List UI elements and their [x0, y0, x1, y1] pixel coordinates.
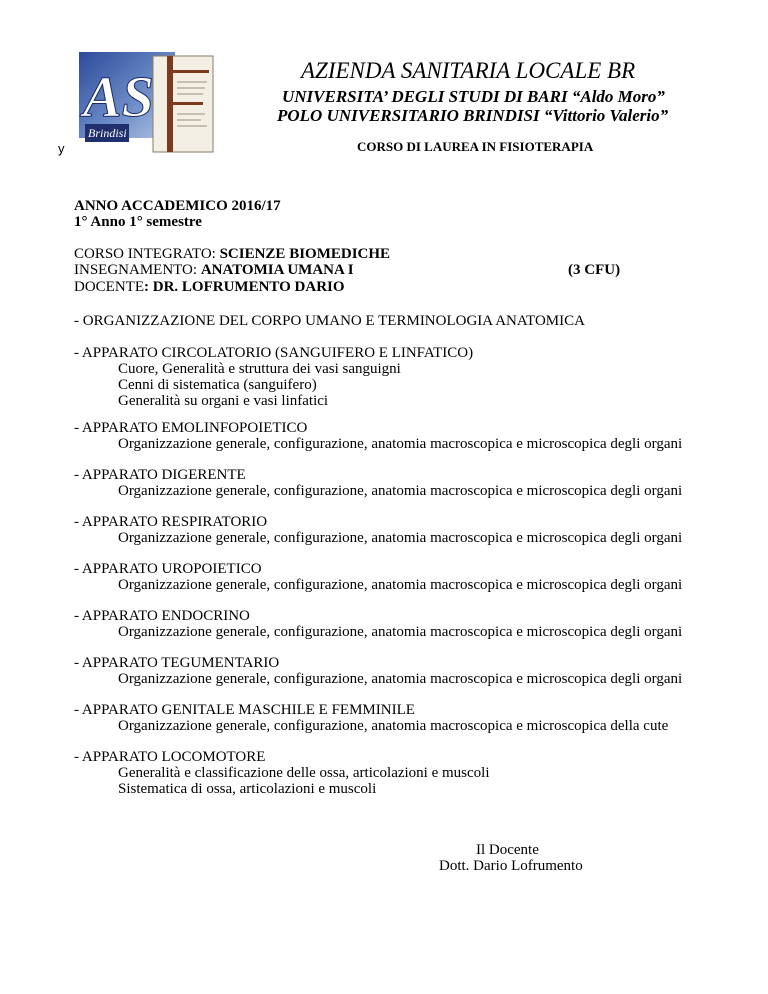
integrated-course-value: SCIENZE BIOMEDICHE [219, 246, 391, 262]
section-title: - APPARATO ENDOCRINO [74, 608, 250, 624]
logo-letters: AS [83, 64, 154, 129]
integrated-course-line [74, 246, 390, 263]
section-title: - APPARATO RESPIRATORIO [74, 514, 268, 530]
semester: 1° Anno 1° semestre [74, 214, 202, 230]
signature-name: Dott. Dario Lofrumento [439, 858, 583, 874]
section-item: Sistematica di ossa, articolazioni e muscoli [118, 781, 377, 797]
teacher-value: : DR. LOFRUMENTO DARIO [144, 279, 345, 295]
integrated-course-label: CORSO INTEGRATO: [74, 246, 220, 262]
teacher-label: DOCENTE [74, 279, 144, 295]
academic-year: ANNO ACCADEMICO 2016/17 [74, 198, 281, 214]
university-line-2: POLO UNIVERSITARIO BRINDISI “Vittorio Valerio” [277, 106, 669, 125]
section-item: Organizzazione generale, configurazione, anatomia macroscopica e microscopica degli organi [118, 577, 683, 593]
section-item: Organizzazione generale, configurazione, anatomia macroscopica e microscopica degli organi [118, 671, 683, 687]
teacher-line [74, 279, 345, 296]
section-item: Organizzazione generale, configurazione, anatomia macroscopica e microscopica della cute [118, 718, 669, 734]
section-item: Cenni di sistematica (sanguifero) [118, 377, 317, 393]
section-title: - APPARATO EMOLINFOPOIETICO [74, 420, 308, 436]
teaching-value: ANATOMIA UMANA I [200, 262, 354, 278]
section-item: Organizzazione generale, configurazione, anatomia macroscopica e microscopica degli organi [118, 624, 683, 640]
teaching-label: INSEGNAMENTO: [74, 262, 201, 278]
section-item: Generalità su organi e vasi linfatici [118, 393, 329, 409]
section-item: Generalità e classificazione delle ossa, articolazioni e muscoli [118, 765, 490, 781]
signature-role: Il Docente [476, 842, 539, 858]
section-title: - APPARATO UROPOIETICO [74, 561, 262, 577]
credits: (3 CFU) [568, 262, 621, 278]
university-line-1: UNIVERSITA’ DEGLI STUDI DI BARI “Aldo Moro” [282, 87, 665, 106]
section-title: - ORGANIZZAZIONE DEL CORPO UMANO E TERMINOLOGIA ANATOMICA [74, 313, 585, 329]
logo-word: Brindisi [88, 126, 127, 140]
section-title: - APPARATO CIRCOLATORIO (SANGUIFERO E LINFATICO) [74, 345, 474, 361]
section-item: Organizzazione generale, configurazione, anatomia macroscopica e microscopica degli organi [118, 530, 683, 546]
section-item: Cuore, Generalità e struttura dei vasi sanguigni [118, 361, 401, 377]
asl-logo [79, 52, 221, 157]
stray-character: y [58, 141, 65, 156]
section-title: - APPARATO TEGUMENTARIO [74, 655, 280, 671]
teaching-line [74, 262, 354, 279]
section-title: - APPARATO DIGERENTE [74, 467, 246, 483]
section-title: - APPARATO LOCOMOTORE [74, 749, 266, 765]
section-item: Organizzazione generale, configurazione, anatomia macroscopica e microscopica degli organi [118, 483, 683, 499]
section-item: Organizzazione generale, configurazione, anatomia macroscopica e microscopica degli organi [118, 436, 683, 452]
org-title: AZIENDA SANITARIA LOCALE BR [301, 58, 636, 83]
section-title: - APPARATO GENITALE MASCHILE E FEMMINILE [74, 702, 415, 718]
course-degree: CORSO DI LAUREA IN FISIOTERAPIA [357, 139, 594, 154]
